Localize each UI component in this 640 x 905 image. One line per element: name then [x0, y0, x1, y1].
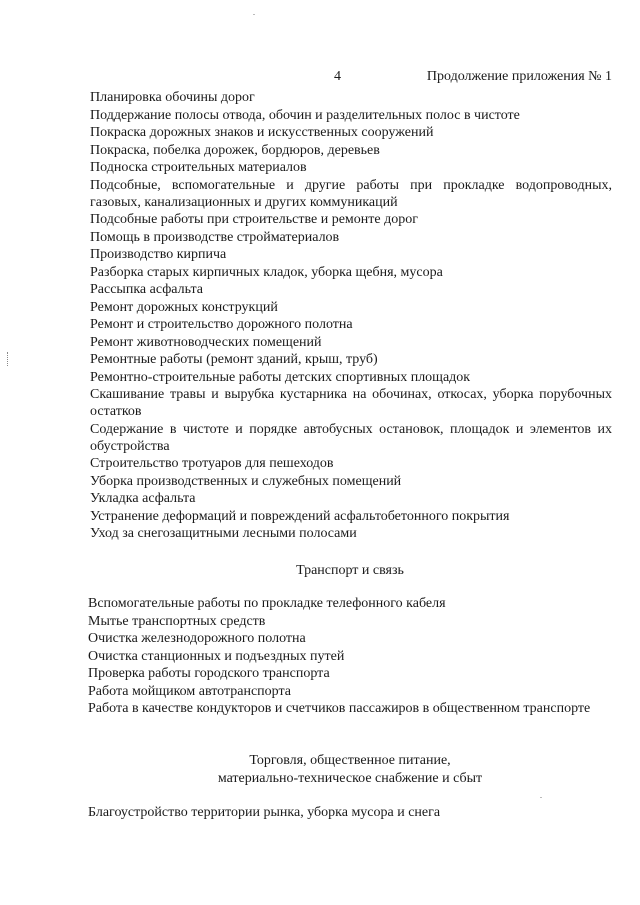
list-item: Проверка работы городского транспорта: [88, 666, 330, 681]
list-item: Мытье транспортных средств: [88, 613, 266, 629]
list-item: Устранение деформаций и повреждений асфальтобетонного покрытия: [90, 508, 510, 524]
list-item: Ремонтно-строительные работы детских спортивных площадок: [90, 369, 471, 385]
section-title-trade-line1: Торговля, общественное питание,: [249, 753, 451, 768]
list-item: Укладка асфальта: [90, 491, 196, 506]
list-item: Работа мойщиком автотранспорта: [88, 683, 291, 699]
list-item: Благоустройство территории рынка, уборка мусора и снега: [88, 805, 441, 820]
list-item: Рассыпка асфальта: [90, 282, 203, 297]
scan-speck: [253, 14, 255, 15]
list-item: Помощь в производстве стройматериалов: [90, 229, 340, 245]
scan-speck: [540, 797, 542, 798]
section1-list: [90, 89, 612, 543]
list-item: Очистка железнодорожного полотна: [88, 631, 306, 646]
list-item: Строительство тротуаров для пешеходов: [90, 456, 334, 471]
list-item: Ремонт животноводческих помещений: [90, 334, 322, 350]
list-item: Уборка производственных и служебных помещений: [90, 473, 402, 489]
list-item: Ремонтные работы (ремонт зданий, крыш, труб): [90, 352, 378, 367]
list-item: Уход за снегозащитными лесными полосами: [90, 526, 357, 541]
list-item: Производство кирпича: [90, 247, 227, 262]
list-item: Подноска строительных материалов: [90, 160, 307, 175]
list-item: Вспомогательные работы по прокладке телефонного кабеля: [88, 596, 446, 611]
section-title-transport: Транспорт и связь: [296, 563, 404, 578]
list-item: Разборка старых кирпичных кладок, уборка щебня, мусора: [90, 264, 443, 280]
list-item: Работа в качестве кондукторов и счетчиков пассажиров в общественном транспорте: [88, 701, 591, 716]
list-item: Покраска, побелка дорожек, бордюров, деревьев: [90, 142, 380, 158]
scan-margin-mark: [7, 352, 10, 366]
list-item: Планировка обочины дорог: [90, 90, 255, 105]
list-item: Подсобные работы при строительстве и ремонте дорог: [90, 212, 418, 227]
section2-list: [88, 595, 612, 718]
list-item: Очистка станционных и подъездных путей: [88, 648, 345, 664]
page-number: 4: [334, 69, 341, 84]
section-title-trade-line2: материально-техническое снабжение и сбыт: [217, 771, 483, 786]
list-item: Ремонт и строительство дорожного полотна: [90, 317, 353, 332]
list-item: Содержание в чистоте и порядке автобусных остановок, площадок и элементов их обустройства: [90, 421, 612, 454]
page-header: [88, 69, 612, 89]
section3-list: [88, 804, 612, 822]
list-item: Подсобные, вспомогательные и другие работы при прокладке водопроводных, газовых, канализационных и других коммуникаций: [90, 177, 612, 210]
appendix-label: Продолжение приложения № 1: [426, 69, 612, 84]
list-item: Ремонт дорожных конструкций: [90, 299, 278, 315]
list-item: Покраска дорожных знаков и искусственных сооружений: [90, 125, 434, 140]
list-item: Скашивание травы и вырубка кустарника на обочинах, откосах, уборка порубочных остатков: [90, 387, 612, 419]
list-item: Поддержание полосы отвода, обочин и разделительных полос в чистоте: [90, 107, 520, 123]
